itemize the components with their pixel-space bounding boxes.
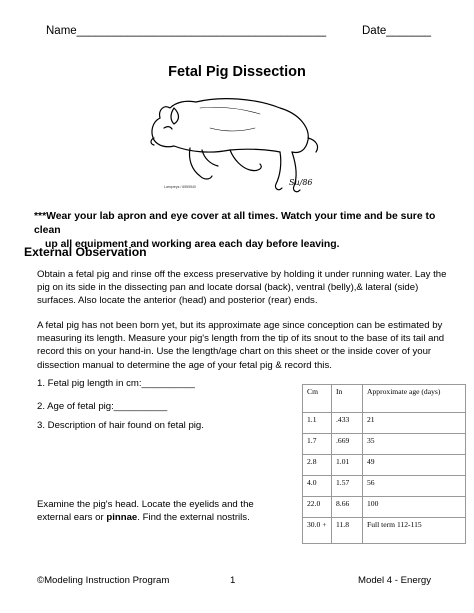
question-3: 3. Description of hair found on fetal pig. [37,420,204,431]
cell-in: 11.8 [332,518,363,544]
illustration-caption: Lampreys / 6559540 [164,185,196,189]
cell-cm: 2.8 [303,455,332,476]
cell-age: 49 [363,455,466,476]
cell-cm: 22.0 [303,497,332,518]
table-row [303,413,466,434]
warning-line-2: up all equipment and working area each day before leaving. [45,239,340,250]
table-header-row [303,385,466,413]
cell-cm: 4.0 [303,476,332,497]
cell-cm: 30.0 + [303,518,332,544]
cell-in: .433 [332,413,363,434]
artist-signature: Su/86 [289,178,313,187]
question-1: 1. Fetal pig length in cm:__________ [37,378,195,389]
page-title: Fetal Pig Dissection [168,64,306,80]
cell-age: Full term 112-115 [363,518,466,544]
examine-head-instructions [37,498,287,524]
cell-in: 1.01 [332,455,363,476]
table-row [303,497,466,518]
examine-text-after: . Find the external nostrils. [137,512,250,524]
date-field-label: Date_______ [362,25,432,37]
name-field-label: Name_______________________________________ [46,25,327,37]
table-row [303,455,466,476]
pinnae-term: pinnae [106,512,138,524]
table-row [303,476,466,497]
cell-age: 35 [363,434,466,455]
cell-age: 21 [363,413,466,434]
header-in: In [332,385,363,413]
examine-text-before: Examine the pig's head. Locate the eyelids and the external ears or [37,499,254,524]
table-row [303,434,466,455]
cell-cm: 1.7 [303,434,332,455]
warning-line-1: ***Wear your lab apron and eye cover at all times. Watch your time and be sure to clean [34,211,436,236]
page-number: 1 [230,575,236,586]
question-2: 2. Age of fetal pig:__________ [37,401,168,412]
cell-in: .669 [332,434,363,455]
cell-in: 1.57 [332,476,363,497]
instruction-paragraph-2: A fetal pig has not been born yet, but its approximate age since conception can be estimated by measuring its length. Measure your pig's length from the tip of its snout to the base of its tail and record this on your hand-in. Use the length/age chart on this sheet or the inside cover of your dissection manual to determine the age of your fetal pig & record this. [37,320,445,371]
section-title: External Observation [24,245,147,259]
footer-right: Model 4 - Energy [358,575,432,586]
footer-left: ©Modeling Instruction Program [37,575,170,586]
cell-age: 100 [363,497,466,518]
cell-in: 8.66 [332,497,363,518]
cell-cm: 1.1 [303,413,332,434]
table-row [303,518,466,544]
length-age-table [302,384,466,544]
header-age: Approximate age (days) [363,385,466,413]
header-cm: Cm [303,385,332,413]
cell-age: 56 [363,476,466,497]
instruction-paragraph-1: Obtain a fetal pig and rinse off the excess preservative by holding it under running water. Lay the pig on its side in the dissecting pan and locate dorsal (back), ventral (belly),& lateral (side) surfaces. Also locate the anterior (head) and posterior (rear) ends. [37,269,447,307]
